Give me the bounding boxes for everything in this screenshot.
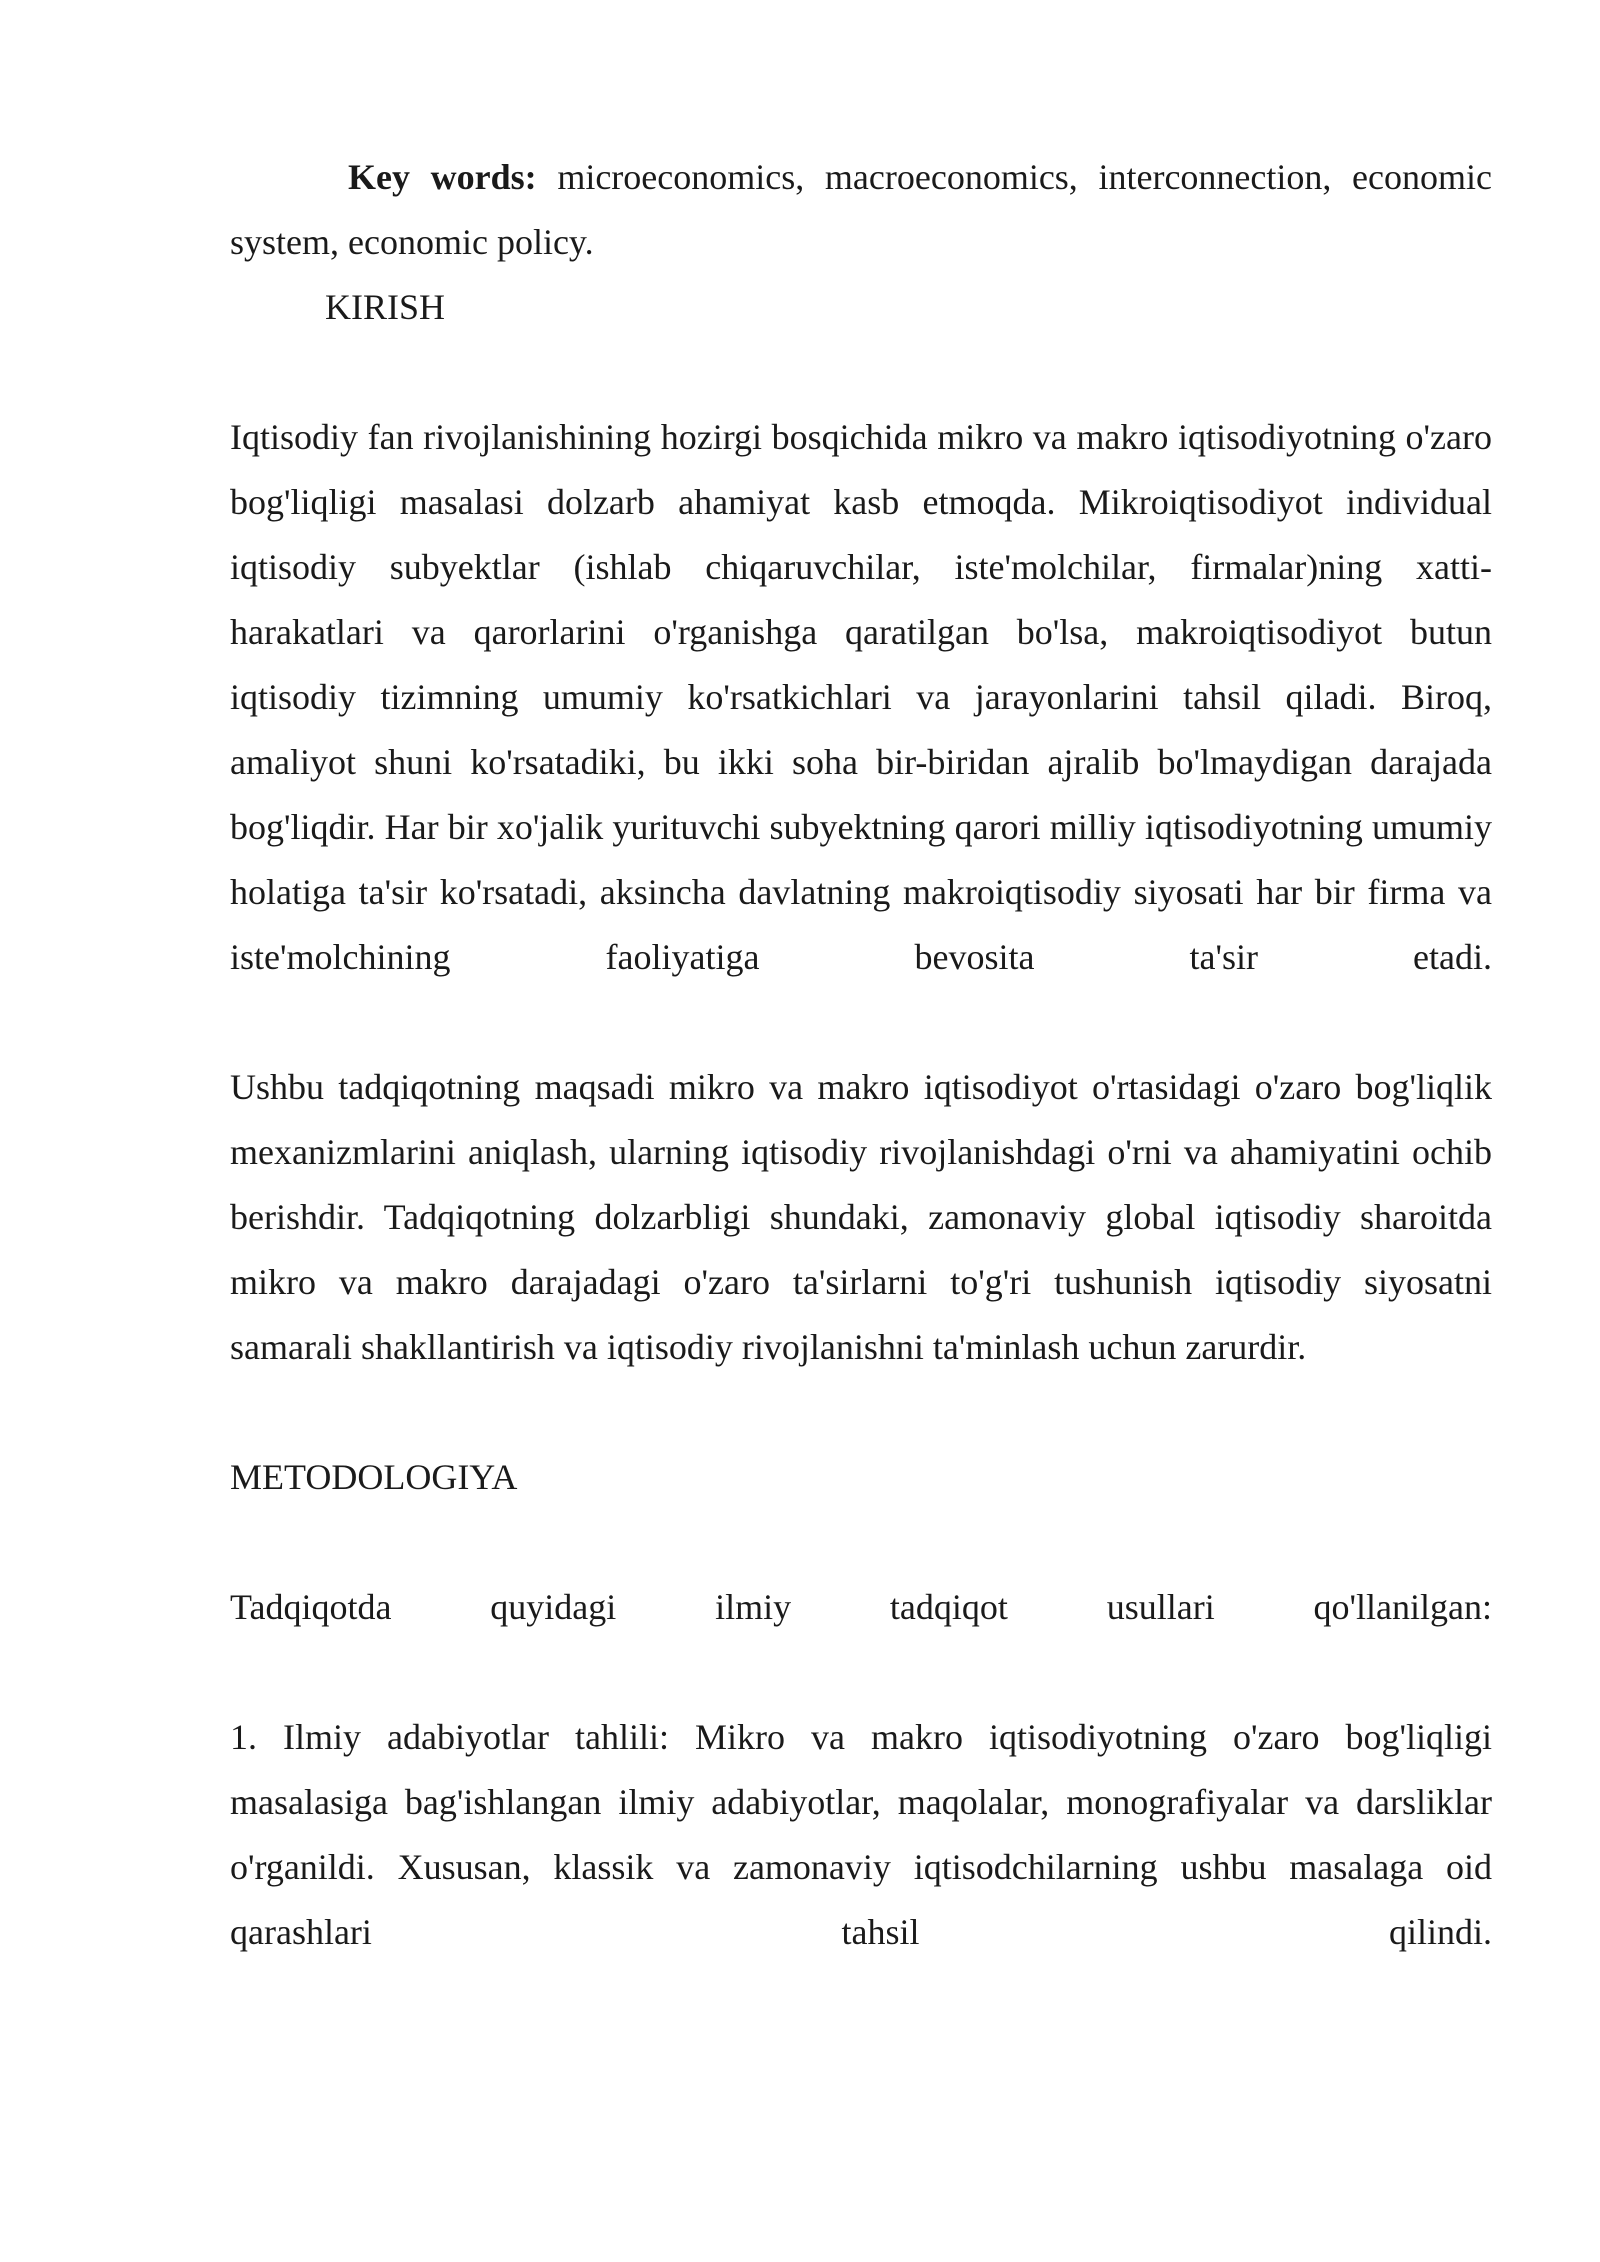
paragraph-gap <box>230 340 1492 405</box>
paragraph-gap <box>230 1510 1492 1575</box>
intro-heading: KIRISH <box>325 287 446 327</box>
keywords-text: microeconomics, macroeconomics, interconnection, economic system, economic policy. <box>230 157 1492 262</box>
methodology-intro: Tadqiqotda quyidagi ilmiy tadqiqot usullari qo'llanilgan: <box>230 1587 1492 1627</box>
intro-paragraph-1: Iqtisodiy fan rivojlanishining hozirgi bosqichida mikro va makro iqtisodiyotning o'zaro bog'liqligi masalasi dolzarb ahamiyat kasb etmoqda. Mikroiqtisodiyot individual iqtisodiy subyektlar (ishlab chiqaruvchilar, iste'molchilar, firmalar)ning xatti-harakatlari va qarorlarini o'rganishga qaratilgan bo'lsa, makroiqtisodiyot butun iqtisodiy tizimning umumiy ko'rsatkichlari va jarayonlarini tahsil qiladi. Biroq, amaliyot shuni ko'rsatadiki, bu ikki soha bir-biridan ajralib bo'lmaydigan darajada bog'liqdir. Har bir xo'jalik yurituvchi subyektning qarori milliy iqtisodiyotning umumiy holatiga ta'sir ko'rsatadi, aksincha davlatning makroiqtisodiy siyosati har bir firma va iste'molchining faoliyatiga bevosita ta'sir etadi. <box>230 417 1492 977</box>
document-body <box>230 145 1492 1965</box>
paragraph-gap <box>230 1380 1492 1445</box>
methodology-item-1: 1. Ilmiy adabiyotlar tahlili: Mikro va makro iqtisodiyotning o'zaro bog'liqligi masalasiga bag'ishlangan ilmiy adabiyotlar, maqolalar, monografiyalar va darsliklar o'rganildi. Xususan, klassik va zamonaviy iqtisodchilarning ushbu masalaga oid qarashlari tahsil qilindi. <box>230 1717 1492 1952</box>
methodology-heading: METODOLOGIYA <box>230 1457 518 1497</box>
keywords-label: Key words: <box>348 157 537 197</box>
intro-paragraph-2: Ushbu tadqiqotning maqsadi mikro va makro iqtisodiyot o'rtasidagi o'zaro bog'liqlik mexanizmlarini aniqlash, ularning iqtisodiy rivojlanishdagi o'rni va ahamiyatini ochib berishdir. Tadqiqotning dolzarbligi shundaki, zamonaviy global iqtisodiy sharoitda mikro va makro darajadagi o'zaro ta'sirlarni to'g'ri tushunish iqtisodiy siyosatni samarali shakllantirish va iqtisodiy rivojlanishni ta'minlash uchun zarurdir. <box>230 1067 1492 1367</box>
paragraph-gap <box>230 990 1492 1055</box>
keywords-paragraph <box>230 145 1492 275</box>
paragraph-gap <box>230 1640 1492 1705</box>
